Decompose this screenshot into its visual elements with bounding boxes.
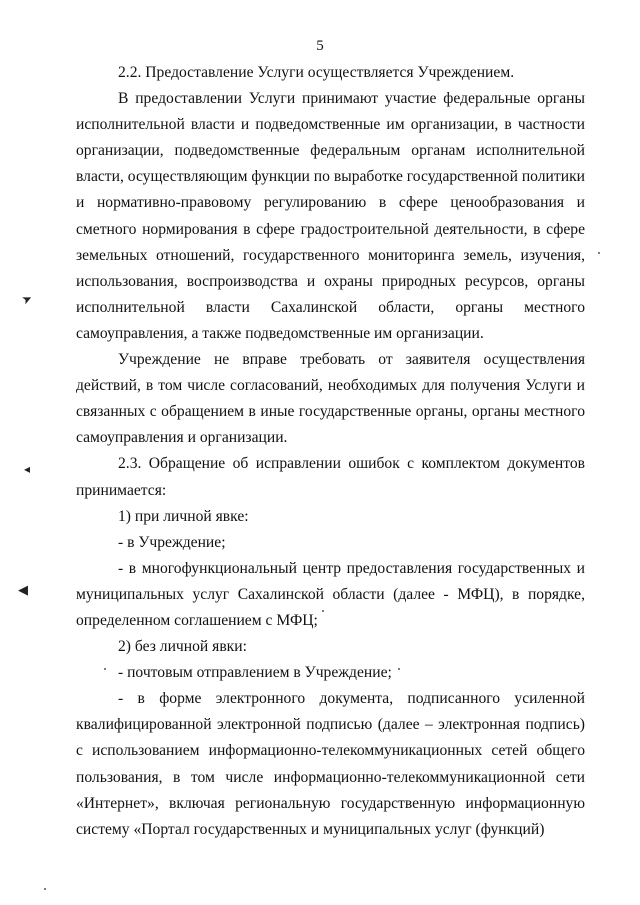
paragraph-restriction: Учреждение не вправе требовать от заявителя осуществления действий, в том числе согласований, необходимых для получения Услуги и связанных с обращением в иные государственные органы, органы местного самоуправления и организации. [76,351,585,447]
list-item-personal-visit: 1) при личной явке: [118,507,249,525]
list-item-postal: - почтовым отправлением в Учреждение; [118,664,392,682]
scan-speck [398,668,400,670]
scan-speck [44,888,46,890]
list-item-electronic: - в форме электронного документа, подписанного усиленной квалифицированной электронной подписью (далее – электронная подпись) с использованием информационно-телекоммуникационных сетей общего пользования, в том числе информационно-телекоммуникационной сети «Интернет», включая региональную государственную информационную систему «Портал государственных и муниципальных услуг (функций) [76,690,585,838]
scan-speck [322,610,324,612]
paragraph-2-3: 2.3. Обращение об исправлении ошибок с комплектом документов принимается: [76,455,585,499]
scan-speck [598,252,600,254]
scan-mark-left-arrow: ◀ [18,583,28,598]
paragraph-participants: В предоставлении Услуги принимают участие федеральные органы исполнительной власти и подведомственные им организации, в частности организации, подведомственные федеральным органам исполнительной власти, осуществляющим функции по выработке государственной политики и нормативно-правовому регулированию в сфере ценообразования и сметного нормирования в сфере градостроительной деятельности, в сфере земельных отношений, государственного мониторинга земель, изучения, использования, воспроизводства и охраны природных ресурсов, органы исполнительной власти Сахалинской области, органы местного самоуправления, а также подведомственные им организации. [76,90,585,342]
list-item-mfc: - в многофункциональный центр предоставления государственных и муниципальных услуг Сахалинской области (далее - МФЦ), в порядке, определенном соглашением с МФЦ; [76,559,585,629]
document-body [76,60,585,843]
list-item-institution: - в Учреждение; [118,533,226,551]
scan-mark-arrow: ➤ [19,290,35,308]
list-item-no-visit: 2) без личной явки: [118,638,247,656]
page-number: 5 [316,38,324,54]
paragraph-2-2: 2.2. Предоставление Услуги осуществляется Учреждением. [118,64,515,81]
scan-mark-small: ◂ [24,462,31,476]
scan-speck [104,668,106,670]
